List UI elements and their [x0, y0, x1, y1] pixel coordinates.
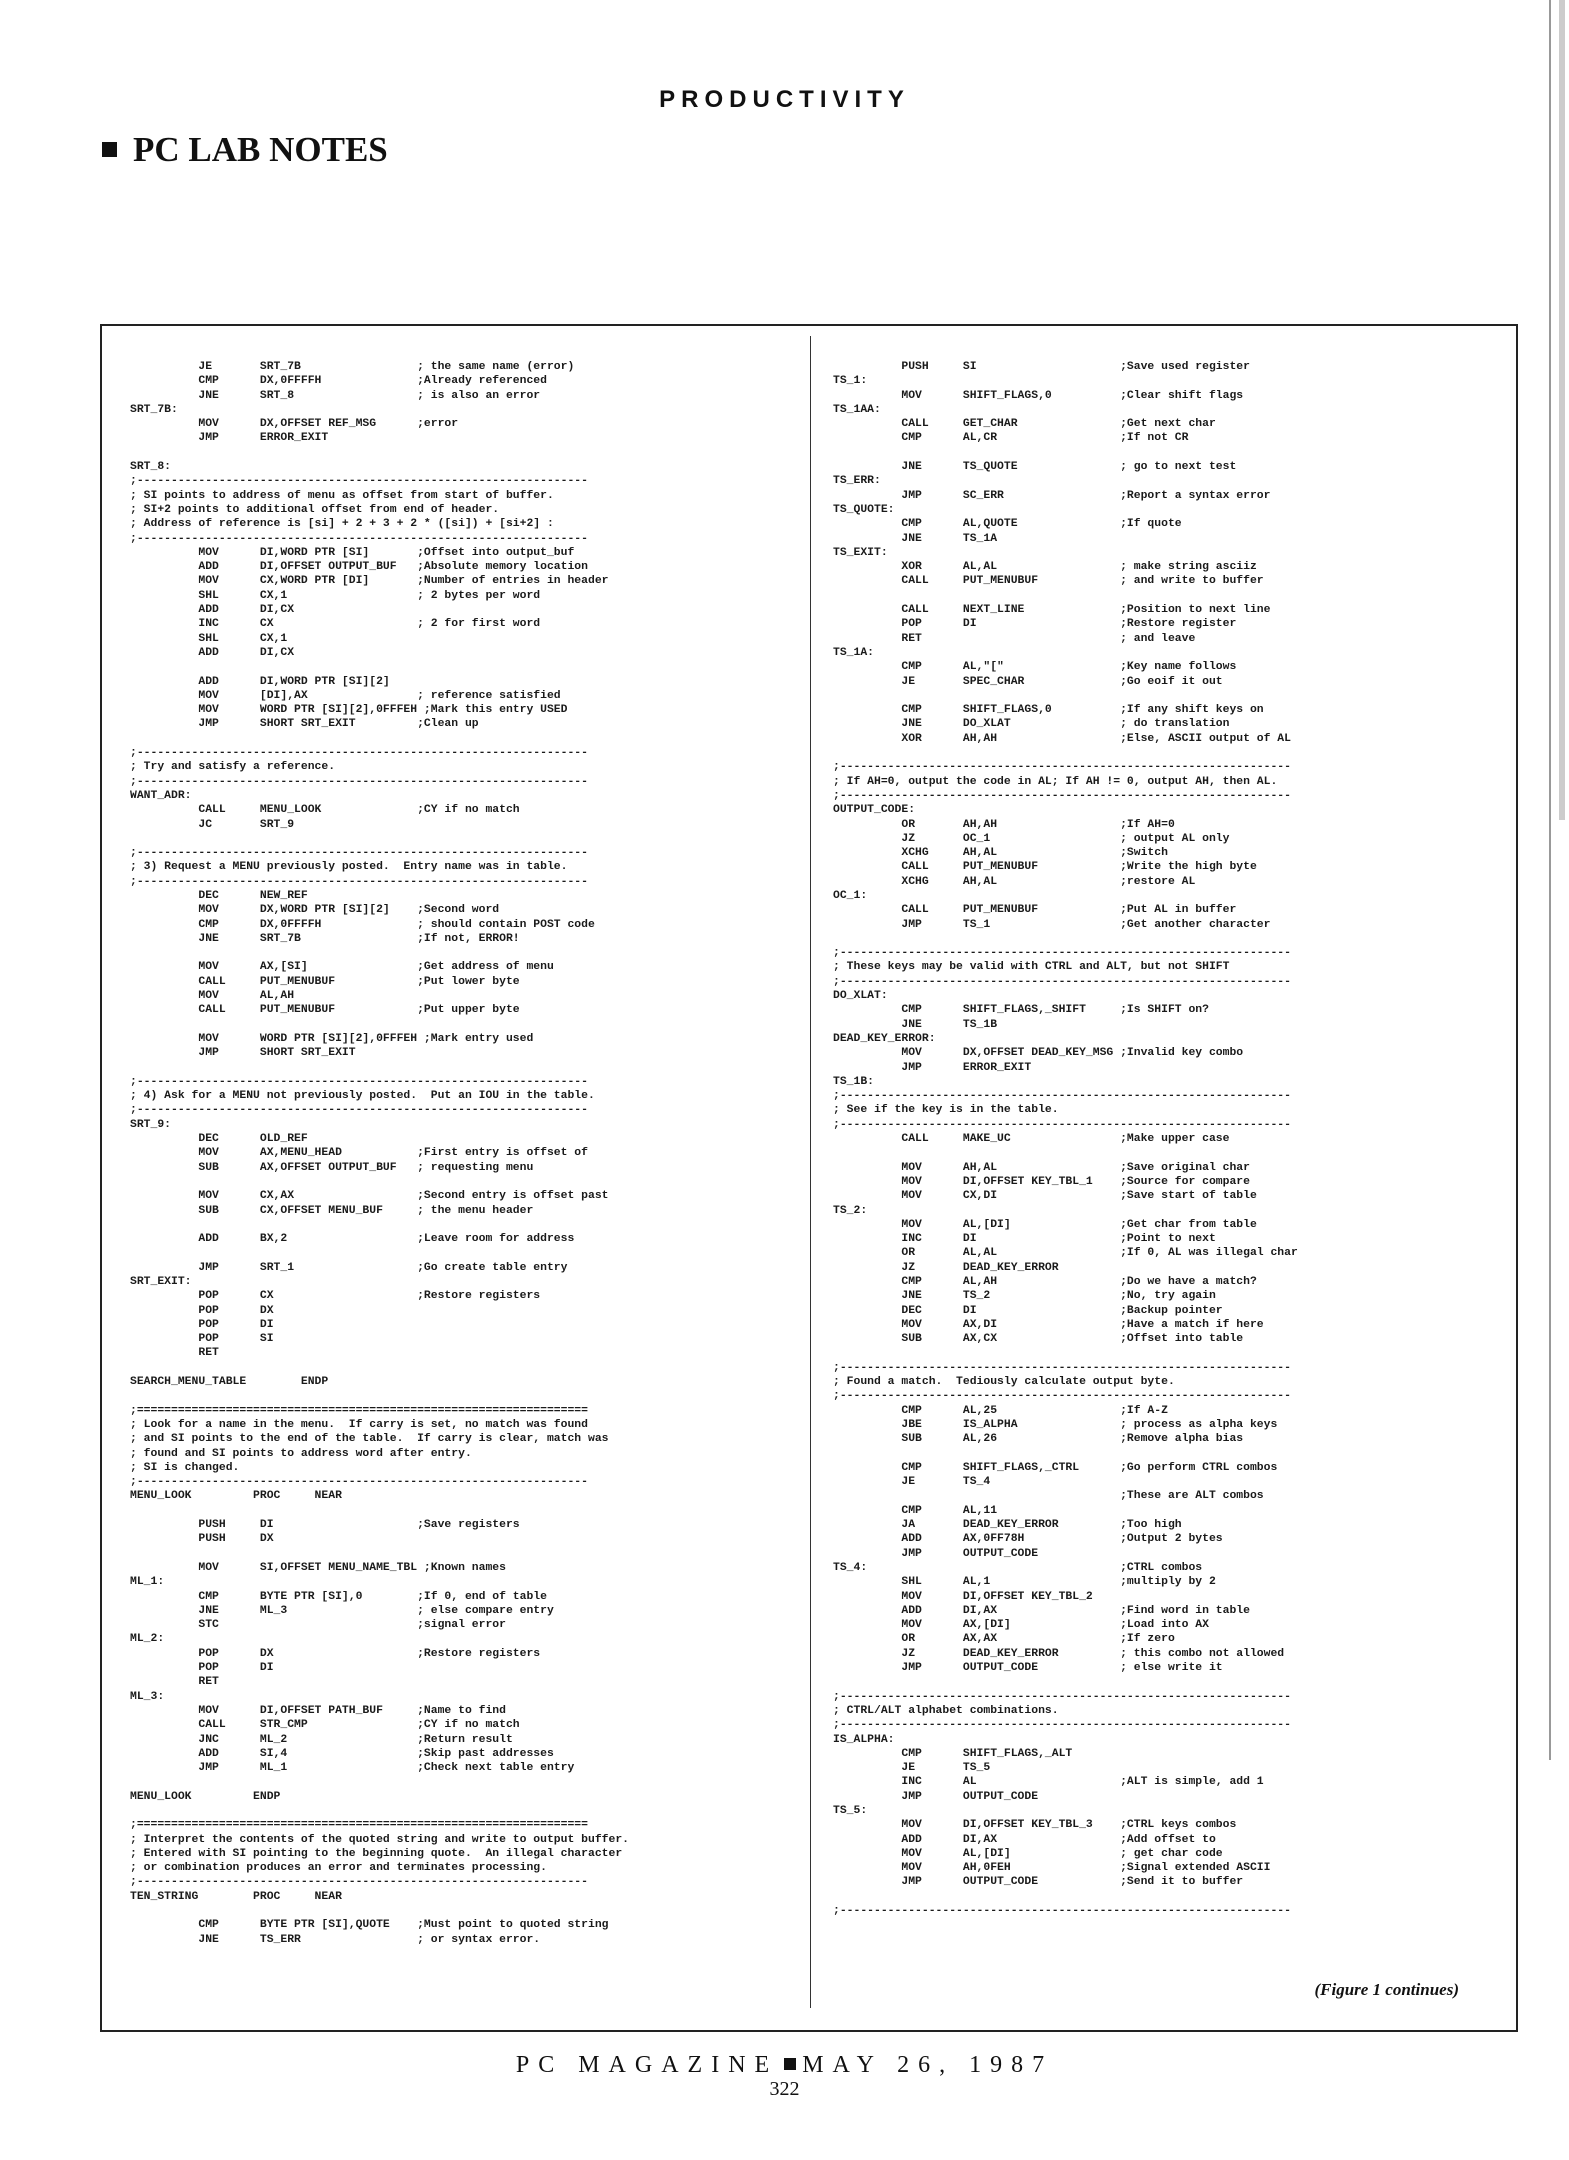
code-line: JMP ML_1 ;Check next table entry: [130, 1762, 575, 1775]
code-line: MOV DX,WORD PTR [SI][2] ;Second word: [130, 904, 500, 917]
code-line: TS_4: ;CTRL combos: [833, 1561, 1203, 1574]
code-line: ;------------------------------------------------------------------: [833, 1719, 1291, 1732]
code-line: CMP AL,11: [833, 1504, 998, 1517]
code-line: MOV DI,OFFSET PATH_BUF ;Name to find: [130, 1704, 506, 1717]
code-line: RET: [130, 1347, 219, 1360]
code-line: ADD DI,AX ;Find word in table: [833, 1604, 1250, 1617]
column-header: [102, 130, 388, 170]
code-line: MOV AX,[SI] ;Get address of menu: [130, 961, 554, 974]
code-line: MOV AL,[DI] ;Get char from table: [833, 1218, 1257, 1231]
code-line: MOV DX,OFFSET REF_MSG ;error: [130, 418, 459, 431]
code-line: POP CX ;Restore registers: [130, 1290, 541, 1303]
code-line: ;------------------------------------------------------------------: [130, 775, 588, 788]
code-line: MOV WORD PTR [SI][2],0FFFEH ;Mark entry used: [130, 1032, 534, 1045]
listing-left-column: [130, 360, 629, 1947]
code-line: ; If AH=0, output the code in AL; If AH != 0, output AH, then AL.: [833, 775, 1278, 788]
code-line: MOV CX,AX ;Second entry is offset past: [130, 1190, 609, 1203]
code-line: POP DX: [130, 1304, 274, 1317]
code-line: CMP DX,0FFFFH ;Already referenced: [130, 375, 547, 388]
code-line: INC DI ;Point to next: [833, 1233, 1216, 1246]
continues-note: (Figure 1 continues): [1314, 1980, 1459, 1999]
code-line: [130, 946, 629, 960]
code-line: CMP DX,0FFFFH ; should contain POST code: [130, 918, 595, 931]
code-line: INC CX ; 2 for first word: [130, 618, 541, 631]
code-line: MOV DI,OFFSET KEY_TBL_3 ;CTRL keys combos: [833, 1819, 1237, 1832]
code-line: ; SI+2 points to additional offset from end of header.: [130, 503, 500, 516]
code-line: JMP SHORT SRT_EXIT: [130, 1047, 356, 1060]
code-line: JZ DEAD_KEY_ERROR: [833, 1261, 1059, 1274]
code-line: ;------------------------------------------------------------------: [130, 1876, 588, 1889]
code-line: SUB AX,CX ;Offset into table: [833, 1333, 1244, 1346]
code-line: ;==================================================================: [130, 1404, 588, 1417]
code-line: ;------------------------------------------------------------------: [833, 1390, 1291, 1403]
code-line: DEAD_KEY_ERROR:: [833, 1032, 936, 1045]
code-line: [130, 660, 629, 674]
code-line: SHL CX,1 ; 2 bytes per word: [130, 589, 541, 602]
code-line: ADD DI,WORD PTR [SI][2]: [130, 675, 390, 688]
code-line: TS_QUOTE:: [833, 503, 895, 516]
code-line: JNE TS_1B: [833, 1018, 998, 1031]
code-line: CMP SHIFT_FLAGS,_CTRL ;Go perform CTRL combos: [833, 1461, 1278, 1474]
code-line: ADD DI,OFFSET OUTPUT_BUF ;Absolute memory location: [130, 561, 588, 574]
code-line: ; These keys may be valid with CTRL and ALT, but not SHIFT: [833, 961, 1230, 974]
code-line: CMP SHIFT_FLAGS,0 ;If any shift keys on: [833, 704, 1264, 717]
code-line: ;------------------------------------------------------------------: [833, 1690, 1291, 1703]
code-line: ;==================================================================: [130, 1819, 588, 1832]
code-line: ;------------------------------------------------------------------: [833, 1905, 1291, 1918]
code-line: JMP OUTPUT_CODE: [833, 1547, 1039, 1560]
code-line: MOV AX,[DI] ;Load into AX: [833, 1619, 1209, 1632]
code-line: [130, 1904, 629, 1918]
code-line: ;------------------------------------------------------------------: [130, 747, 588, 760]
code-line: MOV [DI],AX ; reference satisfied: [130, 689, 561, 702]
code-line: MOV AH,0FEH ;Signal extended ASCII: [833, 1862, 1271, 1875]
code-line: ; Try and satisfy a reference.: [130, 761, 336, 774]
code-line: ;------------------------------------------------------------------: [130, 1075, 588, 1088]
code-line: TS_ERR:: [833, 475, 881, 488]
code-line: MOV AH,AL ;Save original char: [833, 1161, 1250, 1174]
code-line: JNE TS_QUOTE ; go to next test: [833, 461, 1237, 474]
code-line: ADD SI,4 ;Skip past addresses: [130, 1747, 554, 1760]
code-line: CALL PUT_MENUBUF ; and write to buffer: [833, 575, 1264, 588]
code-line: DEC DI ;Backup pointer: [833, 1304, 1223, 1317]
code-line: MOV AX,MENU_HEAD ;First entry is offset of: [130, 1147, 588, 1160]
code-line: MOV DI,OFFSET KEY_TBL_1 ;Source for compare: [833, 1175, 1250, 1188]
code-line: [833, 1447, 1298, 1461]
code-line: TEN_STRING PROC NEAR: [130, 1890, 342, 1903]
code-line: ; or combination produces an error and terminates processing.: [130, 1862, 547, 1875]
code-line: ; See if the key is in the table.: [833, 1104, 1059, 1117]
code-line: SRT_7B:: [130, 403, 178, 416]
code-line: SRT_9:: [130, 1118, 172, 1131]
code-line: ; Entered with SI pointing to the beginning quote. An illegal character: [130, 1847, 623, 1860]
code-line: JNE DO_XLAT ; do translation: [833, 718, 1230, 731]
code-line: POP SI: [130, 1333, 274, 1346]
code-line: JE TS_4: [833, 1476, 991, 1489]
code-line: [833, 1146, 1298, 1160]
code-line: SRT_8:: [130, 461, 172, 474]
code-line: ;------------------------------------------------------------------: [833, 975, 1291, 988]
code-line: [833, 689, 1298, 703]
code-line: MOV CX,WORD PTR [DI] ;Number of entries in header: [130, 575, 609, 588]
code-line: JNE SRT_7B ;If not, ERROR!: [130, 932, 520, 945]
code-line: JNE TS_1A: [833, 532, 998, 545]
code-line: DEC OLD_REF: [130, 1133, 308, 1146]
code-line: ;------------------------------------------------------------------: [833, 1361, 1291, 1374]
code-line: TS_EXIT:: [833, 546, 888, 559]
code-line: ; and SI points to the end of the table. If carry is clear, match was: [130, 1433, 609, 1446]
code-line: ADD DI,CX: [130, 604, 295, 617]
code-line: PUSH DX: [130, 1533, 274, 1546]
code-line: ;------------------------------------------------------------------: [130, 532, 588, 545]
code-line: JE SRT_7B ; the same name (error): [130, 361, 575, 373]
code-line: JE TS_5: [833, 1762, 991, 1775]
code-line: JA DEAD_KEY_ERROR ;Too high: [833, 1519, 1182, 1532]
code-line: ; found and SI points to address word after entry.: [130, 1447, 472, 1460]
code-line: ML_2:: [130, 1633, 165, 1646]
code-line: ;------------------------------------------------------------------: [130, 1104, 588, 1117]
code-line: STC ;signal error: [130, 1619, 506, 1632]
code-line: POP DI: [130, 1662, 274, 1675]
code-line: JNC ML_2 ;Return result: [130, 1733, 513, 1746]
section-label: PRODUCTIVITY: [659, 86, 910, 113]
column-divider: [810, 336, 811, 2008]
code-line: SHL AL,1 ;multiply by 2: [833, 1576, 1216, 1589]
code-line: SUB AX,OFFSET OUTPUT_BUF ; requesting menu: [130, 1161, 534, 1174]
code-line: POP DX ;Restore registers: [130, 1647, 541, 1660]
code-line: OR AX,AX ;If zero: [833, 1633, 1175, 1646]
code-line: ; 3) Request a MENU previously posted. Entry name was in table.: [130, 861, 568, 874]
scan-edge-line: [1549, 0, 1551, 1760]
code-line: ; Found a match. Tediously calculate output byte.: [833, 1376, 1175, 1389]
code-line: [833, 1890, 1298, 1904]
code-line: CALL PUT_MENUBUF ;Put AL in buffer: [833, 904, 1237, 917]
code-line: [130, 832, 629, 846]
column-header-text: PC LAB NOTES: [133, 130, 388, 169]
code-line: JZ OC_1 ; output AL only: [833, 832, 1230, 845]
code-line: RET ; and leave: [833, 632, 1196, 645]
code-line: CALL GET_CHAR ;Get next char: [833, 418, 1216, 431]
code-line: [130, 732, 629, 746]
code-line: MOV WORD PTR [SI][2],0FFFEH ;Mark this entry USED: [130, 704, 568, 717]
code-line: CMP BYTE PTR [SI],QUOTE ;Must point to quoted string: [130, 1919, 609, 1932]
code-line: CMP AL,CR ;If not CR: [833, 432, 1189, 445]
footer-magazine: PC MAGAZINE: [515, 2052, 779, 2078]
code-line: CMP AL,AH ;Do we have a match?: [833, 1276, 1257, 1288]
code-line: JMP OUTPUT_CODE ;Send it to buffer: [833, 1876, 1244, 1889]
code-line: RET: [130, 1676, 219, 1689]
footer-bullet-icon: [784, 2058, 796, 2070]
code-line: [130, 446, 629, 460]
code-line: CALL PUT_MENUBUF ;Put upper byte: [130, 1004, 520, 1017]
code-line: MOV AL,[DI] ; get char code: [833, 1847, 1223, 1860]
code-line: WANT_ADR:: [130, 789, 192, 802]
code-line: JMP ERROR_EXIT: [833, 1061, 1032, 1074]
code-line: [130, 1504, 629, 1518]
code-line: JMP TS_1 ;Get another character: [833, 918, 1271, 931]
code-line: [833, 1675, 1298, 1689]
code-line: POP DI ;Restore register: [833, 618, 1237, 631]
code-line: CMP AL,25 ;If A-Z: [833, 1404, 1168, 1417]
code-line: MENU_LOOK PROC NEAR: [130, 1490, 342, 1503]
footer: [0, 2052, 1569, 2079]
code-line: [130, 1246, 629, 1260]
code-line: CMP BYTE PTR [SI],0 ;If 0, end of table: [130, 1590, 547, 1603]
code-line: JBE IS_ALPHA ; process as alpha keys: [833, 1418, 1278, 1431]
code-line: TS_1AA:: [833, 403, 881, 416]
code-line: [130, 1175, 629, 1189]
code-line: [833, 1346, 1298, 1360]
code-line: JC SRT_9: [130, 818, 295, 831]
code-line: ; SI points to address of menu as offset from start of buffer.: [130, 489, 554, 502]
code-line: MOV AL,AH: [130, 990, 295, 1003]
code-line: SUB CX,OFFSET MENU_BUF ; the menu header: [130, 1204, 534, 1217]
code-line: PUSH SI ;Save used register: [833, 361, 1250, 373]
code-line: CMP SHIFT_FLAGS,_SHIFT ;Is SHIFT on?: [833, 1004, 1209, 1017]
code-line: JMP OUTPUT_CODE ; else write it: [833, 1662, 1223, 1675]
code-line: JZ DEAD_KEY_ERROR ; this combo not allowed: [833, 1647, 1285, 1660]
code-line: CMP AL,"[" ;Key name follows: [833, 661, 1237, 674]
code-line: CALL NEXT_LINE ;Position to next line: [833, 604, 1271, 617]
code-line: ADD BX,2 ;Leave room for address: [130, 1233, 575, 1246]
code-line: ;------------------------------------------------------------------: [130, 1476, 588, 1489]
code-line: JE SPEC_CHAR ;Go eoif it out: [833, 675, 1223, 688]
code-line: IS_ALPHA:: [833, 1733, 895, 1746]
bullet-square-icon: [102, 142, 117, 157]
code-line: INC AL ;ALT is simple, add 1: [833, 1776, 1264, 1789]
code-line: OC_1:: [833, 889, 868, 902]
code-line: JNE ML_3 ; else compare entry: [130, 1604, 554, 1617]
code-line: MOV SI,OFFSET MENU_NAME_TBL ;Known names: [130, 1561, 506, 1574]
code-line: DO_XLAT:: [833, 990, 888, 1003]
code-line: TS_1A:: [833, 646, 875, 659]
code-line: MOV SHIFT_FLAGS,0 ;Clear shift flags: [833, 389, 1244, 402]
code-line: JMP SHORT SRT_EXIT ;Clean up: [130, 718, 479, 731]
code-line: ;------------------------------------------------------------------: [130, 847, 588, 860]
code-line: ; SI is changed.: [130, 1461, 240, 1474]
code-line: [833, 746, 1298, 760]
code-line: SRT_EXIT:: [130, 1276, 192, 1288]
code-line: ;------------------------------------------------------------------: [130, 875, 588, 888]
code-line: MOV AX,DI ;Have a match if here: [833, 1318, 1264, 1331]
code-line: CMP SHIFT_FLAGS,_ALT: [833, 1747, 1073, 1760]
code-line: JMP OUTPUT_CODE: [833, 1790, 1039, 1803]
code-line: OR AL,AL ;If 0, AL was illegal char: [833, 1247, 1298, 1260]
code-line: ADD DI,AX ;Add offset to: [833, 1833, 1216, 1846]
code-line: ;------------------------------------------------------------------: [833, 1118, 1291, 1131]
code-line: TS_5:: [833, 1804, 868, 1817]
code-line: DEC NEW_REF: [130, 889, 308, 902]
code-line: ; Interpret the contents of the quoted string and write to output buffer.: [130, 1833, 629, 1846]
code-line: ADD DI,CX: [130, 646, 295, 659]
code-line: JNE SRT_8 ; is also an error: [130, 389, 541, 402]
code-line: CALL STR_CMP ;CY if no match: [130, 1719, 520, 1732]
footer-date: MAY 26, 1987: [802, 2052, 1054, 2078]
code-line: CALL MAKE_UC ;Make upper case: [833, 1133, 1230, 1146]
code-line: ;------------------------------------------------------------------: [833, 947, 1291, 960]
code-line: CALL MENU_LOOK ;CY if no match: [130, 804, 520, 817]
code-line: [130, 1018, 629, 1032]
code-line: ML_3:: [130, 1690, 165, 1703]
listing-right-column: [833, 360, 1298, 1918]
code-line: [130, 1218, 629, 1232]
code-line: JMP SC_ERR ;Report a syntax error: [833, 489, 1271, 502]
code-line: MOV CX,DI ;Save start of table: [833, 1190, 1257, 1203]
code-line: SHL CX,1: [130, 632, 288, 645]
code-line: JNE TS_ERR ; or syntax error.: [130, 1933, 541, 1946]
code-line: XCHG AH,AL ;Switch: [833, 847, 1168, 860]
code-line: JNE TS_2 ;No, try again: [833, 1290, 1216, 1303]
code-line: ; 4) Ask for a MENU not previously posted. Put an IOU in the table.: [130, 1090, 595, 1103]
code-line: [833, 446, 1298, 460]
code-line: [130, 1061, 629, 1075]
code-line: TS_2:: [833, 1204, 868, 1217]
code-line: CALL PUT_MENUBUF ;Put lower byte: [130, 975, 520, 988]
code-line: OUTPUT_CODE:: [833, 804, 916, 817]
code-line: ;------------------------------------------------------------------: [130, 475, 588, 488]
code-line: MOV DI,OFFSET KEY_TBL_2: [833, 1590, 1093, 1603]
code-line: ;------------------------------------------------------------------: [833, 761, 1291, 774]
code-line: MENU_LOOK ENDP: [130, 1790, 281, 1803]
code-line: SEARCH_MENU_TABLE ENDP: [130, 1376, 329, 1389]
code-line: ; Look for a name in the menu. If carry is set, no match was found: [130, 1418, 588, 1431]
code-line: CALL PUT_MENUBUF ;Write the high byte: [833, 861, 1257, 874]
code-line: POP DI: [130, 1318, 274, 1331]
code-line: MOV DX,OFFSET DEAD_KEY_MSG ;Invalid key combo: [833, 1047, 1244, 1060]
code-line: XOR AH,AH ;Else, ASCII output of AL: [833, 732, 1291, 745]
page-number: 322: [769, 2078, 800, 2100]
code-line: [130, 1804, 629, 1818]
code-line: SUB AL,26 ;Remove alpha bias: [833, 1433, 1244, 1446]
code-line: PUSH DI ;Save registers: [130, 1519, 520, 1532]
code-line: ;These are ALT combos: [833, 1490, 1264, 1503]
code-line: [130, 1547, 629, 1561]
scan-edge-shadow: [1559, 0, 1565, 820]
code-line: CMP AL,QUOTE ;If quote: [833, 518, 1182, 531]
code-line: ;------------------------------------------------------------------: [833, 1090, 1291, 1103]
code-line: [833, 589, 1298, 603]
code-line: ML_1:: [130, 1576, 165, 1589]
code-line: [130, 1361, 629, 1375]
code-line: XCHG AH,AL ;restore AL: [833, 875, 1196, 888]
code-line: [130, 1775, 629, 1789]
code-line: JMP ERROR_EXIT: [130, 432, 329, 445]
code-line: ADD AX,0FF78H ;Output 2 bytes: [833, 1533, 1223, 1546]
code-line: [833, 932, 1298, 946]
code-line: TS_1B:: [833, 1075, 875, 1088]
code-line: [130, 1389, 629, 1403]
code-line: TS_1:: [833, 375, 868, 388]
code-line: ; Address of reference is [si] + 2 + 3 + 2 * ([si]) + [si+2] :: [130, 518, 554, 531]
code-line: ;------------------------------------------------------------------: [833, 789, 1291, 802]
code-line: ; CTRL/ALT alphabet combinations.: [833, 1704, 1059, 1717]
code-line: MOV DI,WORD PTR [SI] ;Offset into output_buf: [130, 546, 575, 559]
code-line: XOR AL,AL ; make string asciiz: [833, 561, 1257, 574]
code-line: JMP SRT_1 ;Go create table entry: [130, 1261, 568, 1274]
code-line: OR AH,AH ;If AH=0: [833, 818, 1175, 831]
